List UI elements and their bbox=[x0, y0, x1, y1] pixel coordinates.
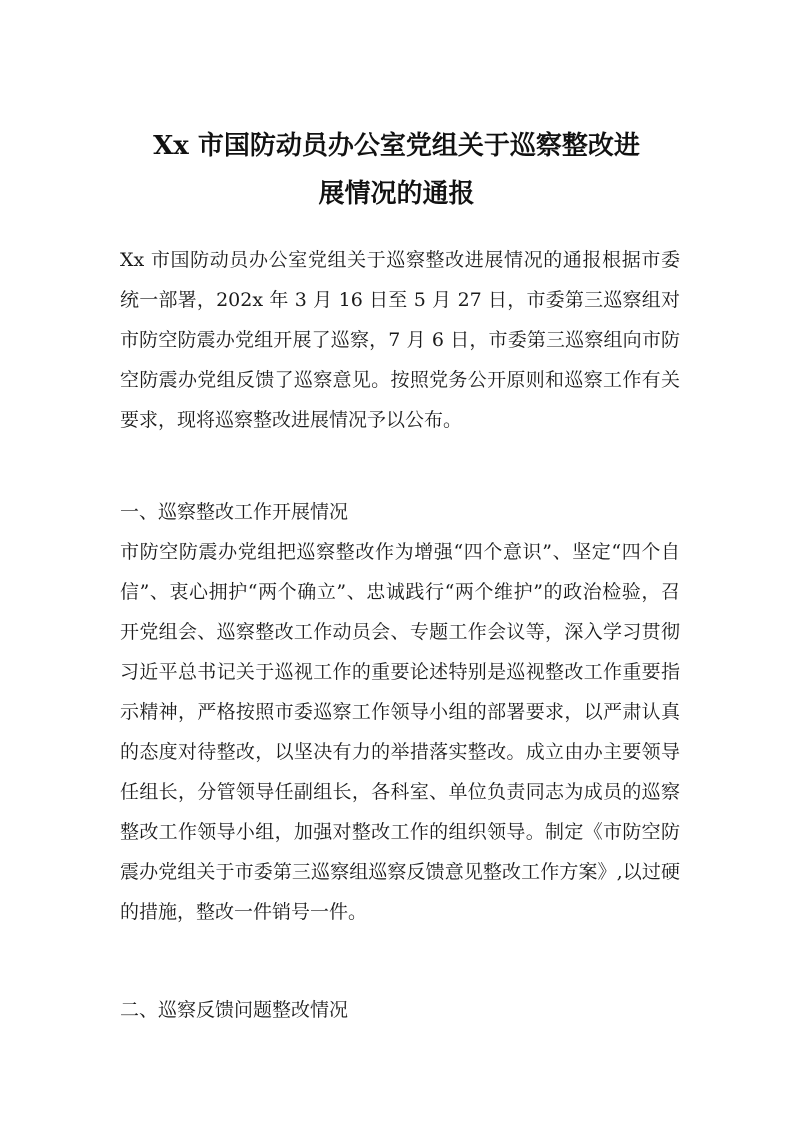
section-1-paragraph: 市防空防震办党组把巡察整改作为增强“四个意识”、坚定“四个自信”、衷心拥护“两个确立”、忠诚践行“两个维护”的政治检验，召开党组会、巡察整改工作动员会、专题工作会议等，深入学习贯彻习近平总书记关于巡视工作的重要论述特别是巡视整改工作重要指示精神，严格按照市委巡察工作领导小组的部署要求，以严肃认真的态度对待整改，以坚决有力的举措落实整改。成立由办主要领导任组长，分管领导任副组长，各科室、单位负责同志为成员的巡察整改工作领导小组，加强对整改工作的组织领导。制定《市防空防震办党组关于市委第三巡察组巡察反馈意见整改工作方案》,以过硬的措施，整改一件销号一件。 bbox=[120, 541, 680, 923]
section-heading-1: 一、巡察整改工作开展情况 bbox=[120, 501, 349, 523]
document-title-line-1: Xx 市国防动员办公室党组关于巡察整改进 bbox=[153, 131, 640, 161]
document-title-line-2: 展情况的通报 bbox=[318, 179, 475, 209]
section-heading-2: 二、巡察反馈问题整改情况 bbox=[120, 999, 349, 1021]
intro-paragraph: Xx 市国防动员办公室党组关于巡察整改进展情况的通报根据市委统一部署，202x 年 3 月 16 日至 5 月 27 日，市委第三巡察组对市防空防震办党组开展了巡察，7 月 6 日，市委第三巡察组向市防空防震办党组反馈了巡察意见。按照党务公开原则和巡察工作有关要求，现将巡察整改进展情况予以公布。 bbox=[120, 249, 680, 431]
